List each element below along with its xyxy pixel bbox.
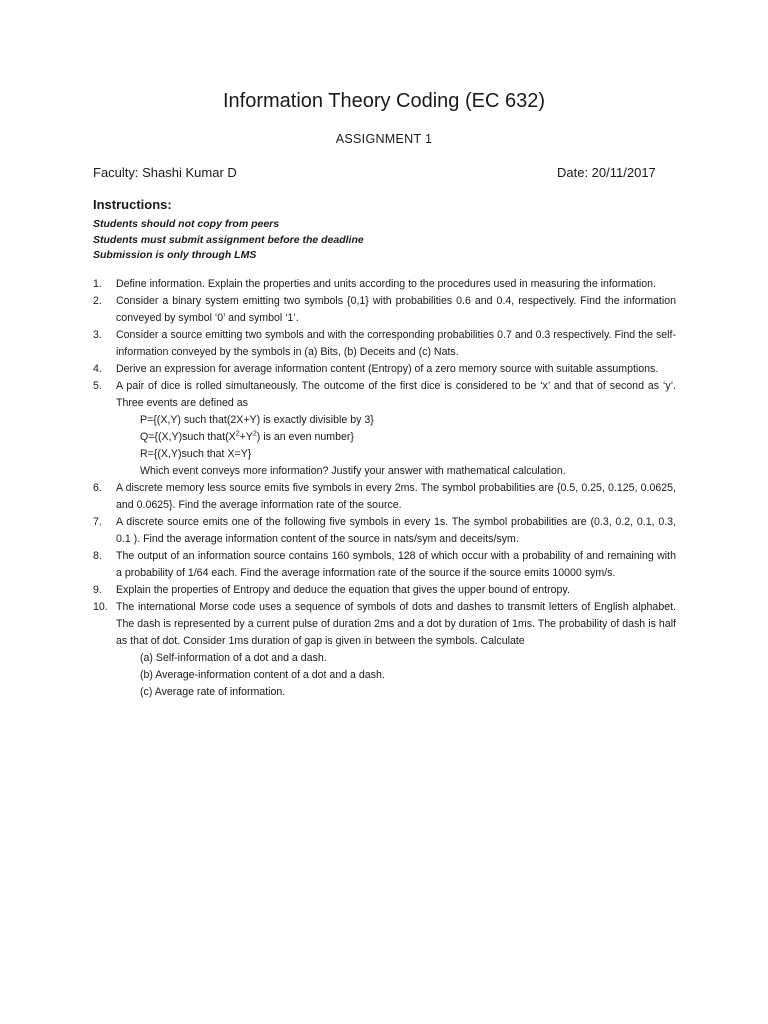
question-number: 6.: [93, 482, 102, 494]
question-number: 10.: [93, 601, 108, 613]
question-number: 8.: [93, 550, 102, 562]
instruction-item: Submission is only through LMS: [93, 249, 257, 261]
question-text: The output of an information source contains 160 symbols, 128 of which occur with a probability of and remaining with a probability of 1/64 each. Find the average information rate of the source if the source emits 10000 sym/s.: [116, 550, 676, 579]
question-item: [93, 582, 676, 599]
date-line: Date: 20/11/2017: [557, 165, 656, 180]
question-item: [93, 293, 676, 327]
question-item: [93, 599, 676, 701]
event-r: R={(X,Y)such that X=Y}: [140, 448, 252, 460]
question-number: 9.: [93, 584, 102, 596]
instruction-item: Students must submit assignment before the deadline: [93, 233, 364, 246]
question-text: Consider a source emitting two symbols and with the corresponding probabilities 0.7 and 0.3 respectively. Find the self-information conveyed by the symbols in (a) Bits, (b) Deceits and (c) Nats.: [116, 329, 676, 358]
instructions-heading: Instructions:: [93, 197, 172, 212]
question-part: (b) Average-information content of a dot and a dash.: [140, 669, 385, 681]
assignment-label: ASSIGNMENT 1: [335, 132, 433, 146]
event-p: P={(X,Y) such that(2X+Y) is exactly divisible by 3}: [140, 414, 374, 426]
event-q: Q={(X,Y)such $that(X^2+Y^2)$ is an even number}: [140, 430, 354, 443]
question-text: Derive an expression for average information content (Entropy) of a zero memory source with suitable assumptions.: [116, 363, 659, 375]
question-text: The international Morse code uses a sequence of symbols of dots and dashes to transmit letters of English alphabet. The dash is represented by a current pulse of duration 2ms and a dot by duration of 1ms. The probability of dash is half as that of dot. Consider 1ms duration of gap is given in between the symbols. Calculate: [116, 601, 676, 647]
instruction-item: Students should not copy from peers: [93, 218, 280, 230]
question-text: A discrete memory less source emits five symbols in every 2ms. The symbol probabilities are {0.5, 0.25, 0.125, 0.0625, and 0.0625}. Find the average information rate of the source.: [116, 482, 676, 511]
question-part: (a) Self-information of a dot and a dash.: [140, 652, 327, 664]
question-part: (c) Average rate of information.: [140, 686, 286, 698]
question-item: [93, 514, 676, 548]
page-title: Information Theory Coding (EC 632): [222, 90, 545, 112]
question-number: 5.: [93, 380, 102, 392]
question-item: [93, 361, 676, 378]
instructions-list: [93, 217, 364, 264]
question-item: [93, 548, 676, 582]
question-item: [93, 276, 676, 293]
question-number: 4.: [93, 363, 102, 375]
question-text: Explain the properties of Entropy and deduce the equation that gives the upper bound of entropy.: [116, 584, 570, 596]
question-number: 1.: [93, 278, 102, 290]
question-number: 2.: [93, 295, 102, 307]
question-text-tail: Which event conveys more information? Justify your answer with mathematical calculation.: [140, 465, 566, 477]
question-text: A pair of dice is rolled simultaneously. The outcome of the first dice is considered to be ‘x’ and that of second as ‘y’. Three events are defined as: [116, 380, 676, 409]
question-item: [93, 327, 676, 361]
question-number: 3.: [93, 329, 102, 341]
question-number: 7.: [93, 516, 102, 528]
question-text: Consider a binary system emitting two symbols {0,1} with probabilities 0.6 and 0.4, respectively. Find the information conveyed by symbol ‘0’ and symbol ‘1’.: [116, 295, 676, 324]
question-text: Define information. Explain the properties and units according to the procedures used in measuring the information.: [116, 278, 657, 290]
question-text: A discrete source emits one of the following five symbols in every 1s. The symbol probabilities are (0.3, 0.2, 0.1, 0.3, 0.1 ). Find the average information content of the source in nats/sym and deceits/sym.: [116, 516, 676, 545]
question-list: [93, 276, 676, 701]
question-item: [93, 480, 676, 514]
faculty-line: Faculty: Shashi Kumar D: [93, 165, 237, 180]
question-item: [93, 378, 676, 480]
